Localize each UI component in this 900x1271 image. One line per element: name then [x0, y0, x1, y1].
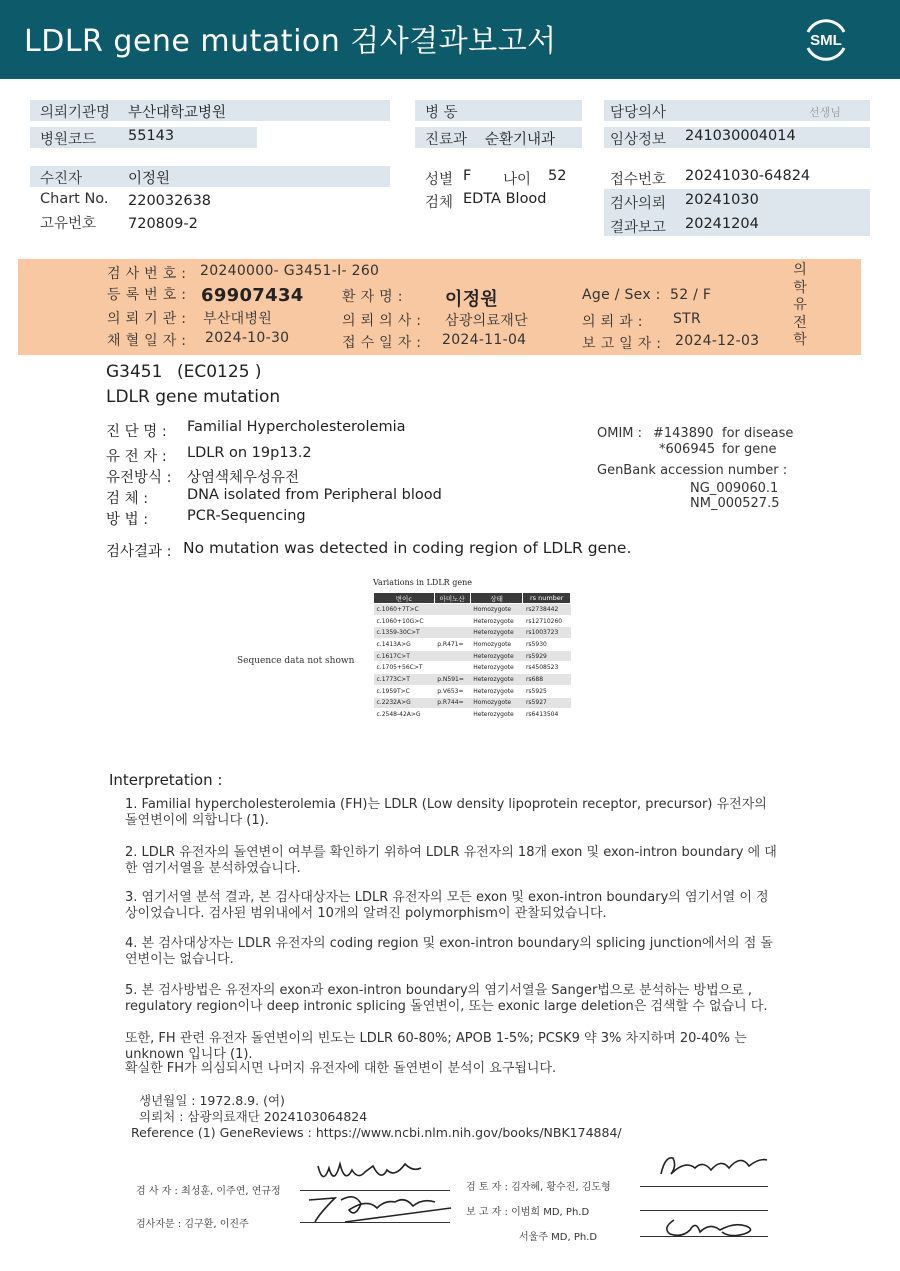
inheritance-label: 유전방식 :	[106, 470, 172, 486]
cell: Heterozygote	[470, 662, 523, 674]
signature-line	[640, 1186, 768, 1187]
specimen-label: 검체	[425, 195, 454, 211]
testers: 검 사 자 : 최성훈, 이주연, 연규정	[136, 1186, 281, 1197]
signature-reviewer	[655, 1150, 770, 1184]
cell: c.1959T>C	[374, 685, 435, 697]
cell: c.1359-30C>T	[374, 627, 435, 639]
cell: c.1060+10G>C	[374, 615, 435, 627]
table-row	[374, 685, 571, 697]
cell: Homozygote	[470, 639, 523, 651]
method-value: PCR-Sequencing	[187, 508, 306, 524]
cell: rs2738442	[523, 604, 571, 616]
cell: p.R744=	[434, 697, 470, 709]
req-doctor-value: 삼광의료재단	[445, 313, 528, 329]
reporter-2: 서울주 MD, Ph.D	[519, 1232, 598, 1243]
patient-name-value: 이정원	[445, 289, 499, 310]
receipt-date-value: 2024-11-04	[442, 332, 527, 348]
receipt-no-label: 접수번호	[610, 172, 667, 188]
department-value: 순환기내과	[485, 132, 556, 148]
cell: rs5930	[523, 639, 571, 651]
report-date-label: 결과보고	[610, 220, 667, 236]
sequence-note: Sequence data not shown	[237, 656, 355, 666]
cell	[434, 662, 470, 674]
cell: c.1413A>G	[374, 639, 435, 651]
unique-no-label: 고유번호	[40, 216, 97, 232]
specimen-value: EDTA Blood	[463, 191, 547, 207]
result-value: No mutation was detected in coding region of LDLR gene.	[183, 539, 632, 557]
cell: rs5927	[523, 697, 571, 709]
institution-label: 의뢰기관명	[40, 105, 111, 121]
interpretation-title: Interpretation :	[109, 771, 223, 789]
req-doctor-label: 의 뢰 의 사 :	[342, 313, 422, 329]
signature-tester-1	[315, 1158, 425, 1192]
ward-label: 병 동	[425, 105, 458, 121]
header-banner	[0, 0, 900, 79]
sex-value: F	[463, 168, 472, 184]
test-code-paren: (EC0125 )	[177, 362, 262, 382]
omim-label: OMIM :	[597, 426, 643, 441]
variants-header-row	[374, 593, 571, 604]
req-dept-label: 의 뢰 과 :	[582, 314, 643, 330]
interpretation-p1: 1. Familial hypercholesterolemia (FH)는 LDLR (Low density lipoprotein receptor, precursor) 유전자의 돌연변이에 의합니다 (1).	[125, 797, 767, 828]
interpretation-p3: 3. 염기서열 분석 결과, 본 검사대상자는 LDLR 유전자의 모든 exon 및 exon-intron boundary의 염기서열 이 정상이었습니다. 검사된 범위내에서 10개의 알려진 polymorphism이 관찰되었습니다.	[125, 890, 769, 921]
reviewers: 검 토 자 : 김자혜, 황수진, 김도형	[466, 1182, 611, 1193]
age-sex-value: 52 / F	[670, 287, 712, 303]
draw-date-value: 2024-10-30	[205, 330, 290, 346]
cell: Homozygote	[470, 604, 523, 616]
cell	[434, 709, 470, 721]
signature-line	[640, 1210, 768, 1211]
omim-gene-note: for gene	[722, 442, 777, 457]
table-row	[374, 674, 571, 686]
cell: rs688	[523, 674, 571, 686]
genbank-2: NM_000527.5	[690, 496, 780, 511]
genbank-1: NG_009060.1	[690, 481, 779, 496]
cell: Heterozygote	[470, 615, 523, 627]
report-title: LDLR gene mutation 검사결과보고서	[24, 24, 557, 59]
request-date-value: 20241030	[685, 192, 759, 208]
cell	[434, 615, 470, 627]
cell: rs1003723	[523, 627, 571, 639]
hospital-code-label: 병원코드	[40, 132, 97, 148]
cell: Heterozygote	[470, 674, 523, 686]
clinical-info-value: 241030004014	[685, 128, 796, 144]
signature-reporter	[660, 1212, 760, 1240]
sml-logo	[800, 14, 852, 64]
cell: c.1705+56C>T	[374, 662, 435, 674]
gene-label: 유 전 자 :	[106, 449, 167, 465]
req-inst-label: 의 뢰 기 관 :	[107, 311, 187, 327]
unique-no-value: 720809-2	[128, 216, 198, 232]
table-row	[374, 650, 571, 662]
method-label: 방 법 :	[106, 512, 149, 528]
birth-date: 생년월일 : 1972.8.9. (여)	[139, 1093, 285, 1108]
variants-title: Variations in LDLR gene	[373, 578, 472, 587]
test-name: LDLR gene mutation	[106, 387, 281, 407]
info-box-patient	[30, 166, 390, 187]
specimen-value-2: DNA isolated from Peripheral blood	[187, 487, 442, 503]
doctor-suffix: 선생님	[809, 106, 841, 119]
patient-name-label: 환 자 명 :	[342, 289, 403, 305]
reporter-1: 보 고 자 : 이범희 MD, Ph.D	[466, 1207, 590, 1218]
cell: c.2232A>G	[374, 697, 435, 709]
test-no-value: 20240000- G3451-I- 260	[200, 263, 380, 279]
cell: p.V653=	[434, 685, 470, 697]
req-dept-value: STR	[673, 311, 702, 327]
interpretation-p2: 2. LDLR 유전자의 돌연변이 여부를 확인하기 위하여 LDLR 유전자의 18개 exon 및 exon-intron boundary 에 대한 염기서열을 분석하였습니다.	[125, 845, 777, 876]
specimen-label-2: 검 체 :	[106, 491, 149, 507]
cell	[434, 650, 470, 662]
clinical-info-label: 임상정보	[610, 132, 667, 148]
table-row	[374, 627, 571, 639]
assistants: 검사자문 : 김구환, 이진주	[136, 1219, 249, 1230]
table-row	[374, 604, 571, 616]
cell: Heterozygote	[470, 627, 523, 639]
request-date-label: 검사의뢰	[610, 196, 667, 212]
department-label: 진료과	[425, 132, 468, 148]
receipt-no-value: 20241030-64824	[685, 168, 811, 184]
cell	[434, 604, 470, 616]
cell	[434, 627, 470, 639]
age-label: 나이	[503, 172, 532, 188]
req-inst-value: 부산대병원	[203, 311, 273, 327]
variants-header-cell: rs number	[523, 593, 571, 604]
cell: rs5925	[523, 685, 571, 697]
gene-value: LDLR on 19p13.2	[187, 445, 312, 461]
cell: rs6413504	[523, 709, 571, 721]
patient-label: 수진자	[40, 171, 83, 187]
report-date-value-2: 2024-12-03	[675, 333, 760, 349]
logo-text: SML	[810, 32, 842, 49]
report-date-label-2: 보 고 일 자 :	[582, 336, 662, 352]
test-code: G3451	[106, 362, 163, 382]
genbank-label: GenBank accession number :	[597, 463, 788, 478]
omim-disease: #143890	[653, 426, 714, 441]
hospital-code-value: 55143	[128, 128, 175, 144]
sex-label: 성별	[425, 172, 454, 188]
doctor-label: 담당의사	[610, 105, 667, 121]
table-row	[374, 615, 571, 627]
variants-header-cell: 변이c	[374, 593, 435, 604]
reg-no-label: 등 록 번 호 :	[107, 287, 187, 303]
table-row	[374, 639, 571, 651]
interpretation-p6: 또한, FH 관련 유전자 돌연변이의 빈도는 LDLR 60-80%; APOB 1-5%; PCSK9 약 3% 차지하며 20-40% 는 unknown 입니다 (1).	[125, 1031, 747, 1062]
interpretation-p5: 5. 본 검사방법은 유전자의 exon과 exon-intron boundary의 염기서열을 Sanger법으로 분석하는 방법으로 , regulatory region이나 deep intronic splicing 돌연변이, 또는 exonic large deletion은 검색할 수 없습니 다.	[125, 983, 768, 1014]
draw-date-label: 채 혈 일 자 :	[107, 333, 187, 349]
cell: Heterozygote	[470, 709, 523, 721]
receipt-date-label: 접 수 일 자 :	[342, 335, 422, 351]
table-row	[374, 697, 571, 709]
table-row	[374, 662, 571, 674]
cell: c.1617C>T	[374, 650, 435, 662]
cell: rs5929	[523, 650, 571, 662]
cell: c.2548-42A>G	[374, 709, 435, 721]
test-no-label: 검 사 번 호 :	[107, 266, 187, 282]
diagnosis-label: 진 단 명 :	[106, 424, 167, 440]
table-row	[374, 709, 571, 721]
cell: c.1060+7T>C	[374, 604, 435, 616]
inheritance-value: 상염색체우성유전	[187, 470, 300, 486]
chart-no-label: Chart No.	[40, 191, 109, 207]
cell: rs4508523	[523, 662, 571, 674]
chart-no-value: 220032638	[128, 193, 212, 209]
cell: p.N591=	[434, 674, 470, 686]
patient-value: 이정원	[128, 171, 171, 187]
cell: Heterozygote	[470, 685, 523, 697]
omim-gene: *606945	[659, 442, 716, 457]
age-value: 52	[548, 168, 567, 184]
interpretation-p7: 확실한 FH가 의심되시면 나머지 유전자에 대한 돌연변이 분석이 요구됩니다.	[125, 1061, 557, 1076]
cell: p.R471=	[434, 639, 470, 651]
cell: rs12710260	[523, 615, 571, 627]
report-date-value: 20241204	[685, 216, 759, 232]
reference: Reference (1) GeneReviews : https://www.ncbi.nlm.nih.gov/books/NBK174884/	[131, 1125, 622, 1140]
reg-no-value: 69907434	[201, 285, 304, 306]
omim-disease-note: for disease	[722, 426, 794, 441]
result-label: 검사결과 :	[106, 544, 172, 560]
cell: Heterozygote	[470, 650, 523, 662]
variants-table	[373, 592, 571, 721]
medical-genetics-label: 의학유전학	[793, 262, 807, 348]
variants-header-cell: 아미노산	[434, 593, 470, 604]
cell: c.1773C>T	[374, 674, 435, 686]
cell: Homozygote	[470, 697, 523, 709]
diagnosis-value: Familial Hypercholesterolemia	[187, 419, 406, 435]
variants-header-cell: 상태	[470, 593, 523, 604]
signature-tester-2	[305, 1188, 455, 1228]
institution-value: 부산대학교병원	[128, 105, 227, 121]
referrer: 의뢰처 : 삼광의료재단 2024103064824	[139, 1109, 368, 1124]
interpretation-p4: 4. 본 검사대상자는 LDLR 유전자의 coding region 및 exon-intron boundary의 splicing junction에서의 점 돌연변이는 없습니다.	[125, 936, 773, 967]
age-sex-label: Age / Sex :	[582, 287, 661, 303]
